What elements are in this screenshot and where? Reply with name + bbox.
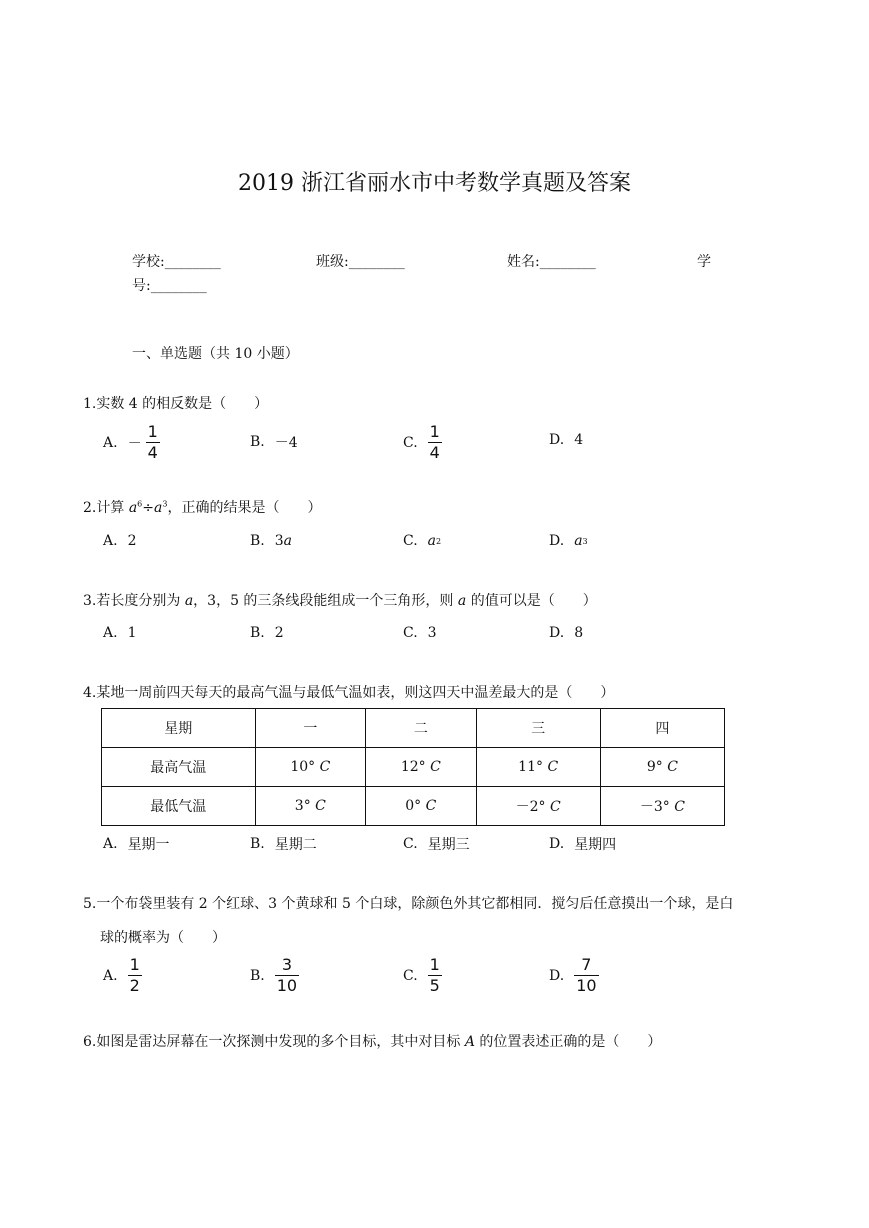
option-label: A. bbox=[103, 967, 118, 984]
option-text: 4 bbox=[574, 432, 584, 448]
question-2-option-b bbox=[250, 533, 292, 549]
question-5-option-c bbox=[403, 957, 442, 994]
denominator: 4 bbox=[429, 443, 440, 462]
temperature-value: 12° bbox=[400, 759, 426, 775]
table-row bbox=[102, 748, 725, 787]
fraction bbox=[128, 957, 142, 994]
option-text: 2 bbox=[274, 625, 284, 641]
table-cell bbox=[366, 787, 476, 826]
option-label: C. bbox=[403, 434, 418, 451]
unit: C bbox=[315, 798, 326, 814]
option-label: B. bbox=[250, 967, 265, 984]
variable: a bbox=[574, 533, 583, 549]
fraction bbox=[146, 424, 160, 461]
temperature-value: －3° bbox=[639, 799, 670, 815]
page-title: 2019 浙江省丽水市中考数学真题及答案 bbox=[238, 171, 631, 196]
question-3-option-d bbox=[549, 625, 583, 641]
exponent: 3 bbox=[582, 536, 588, 546]
option-label: A. bbox=[103, 533, 118, 549]
option-label: C. bbox=[403, 967, 418, 984]
question-4-option-b bbox=[250, 834, 317, 854]
option-label: B. bbox=[250, 434, 265, 450]
option-text: 星期三 bbox=[427, 837, 470, 853]
variable: a bbox=[128, 500, 138, 516]
exponent: 6 bbox=[137, 499, 143, 509]
temperature-value: 11° bbox=[518, 759, 543, 775]
question-2-option-c bbox=[403, 533, 441, 549]
stem-suffix: 的值可以是（ ） bbox=[466, 593, 597, 609]
school-field: 学校:________ bbox=[132, 254, 221, 270]
denominator: 10 bbox=[276, 976, 298, 995]
table-cell bbox=[255, 787, 365, 826]
question-3-option-c bbox=[403, 625, 437, 641]
option-label: B. bbox=[250, 625, 265, 641]
variable: a bbox=[283, 533, 293, 549]
option-label: C. bbox=[403, 533, 418, 549]
option-label: D. bbox=[549, 967, 565, 984]
table-cell bbox=[476, 748, 600, 787]
temperature-table bbox=[101, 708, 725, 826]
question-4-option-a bbox=[103, 834, 170, 854]
number-field-part1: 学 bbox=[697, 254, 711, 270]
fraction bbox=[428, 424, 442, 461]
numerator: 3 bbox=[281, 955, 293, 974]
stem-prefix: 3.若长度分别为 bbox=[83, 593, 185, 609]
name-field: 姓名:________ bbox=[507, 254, 596, 270]
option-label: C. bbox=[403, 625, 418, 641]
denominator: 2 bbox=[129, 976, 140, 995]
stem-prefix: 6.如图是雷达屏幕在一次探测中发现的多个目标，其中对目标 bbox=[83, 1034, 465, 1050]
table-cell bbox=[476, 787, 600, 826]
row-label: 最高气温 bbox=[102, 748, 256, 787]
option-text: 星期二 bbox=[274, 837, 317, 853]
option-label: B. bbox=[250, 533, 265, 549]
question-2-option-a bbox=[103, 533, 136, 549]
option-label: A. bbox=[103, 434, 118, 451]
option-text: 星期一 bbox=[127, 837, 170, 853]
option-label: D. bbox=[549, 533, 565, 549]
question-2-stem bbox=[83, 497, 321, 517]
numerator: 1 bbox=[429, 955, 440, 974]
question-1-option-d bbox=[549, 432, 583, 448]
question-3-stem bbox=[83, 590, 597, 610]
question-4-option-d bbox=[549, 834, 616, 854]
option-text: 1 bbox=[127, 625, 137, 641]
table-cell bbox=[366, 748, 476, 787]
fraction bbox=[275, 957, 299, 994]
option-text: 2 bbox=[127, 533, 137, 549]
option-label: C. bbox=[403, 836, 418, 852]
temperature-value: 9° bbox=[646, 759, 663, 775]
variable: a bbox=[184, 593, 194, 609]
question-5-option-d bbox=[549, 957, 599, 994]
table-header-row bbox=[102, 709, 725, 748]
option-text: －4 bbox=[274, 435, 298, 451]
coefficient: 3 bbox=[274, 533, 284, 549]
fraction bbox=[428, 957, 442, 994]
numerator: 1 bbox=[429, 422, 440, 441]
stem-middle: ，3，5 的三条线段能组成一个三角形，则 bbox=[193, 593, 458, 609]
option-label: D. bbox=[549, 836, 565, 852]
question-5-stem-line1: 5.一个布袋里装有 2 个红球、3 个黄球和 5 个白球，除颜色外其它都相同．搅匀后任意摸出一个球，是白 bbox=[83, 896, 734, 912]
denominator: 4 bbox=[147, 443, 158, 462]
option-label: B. bbox=[250, 836, 265, 852]
numerator: 1 bbox=[129, 955, 140, 974]
option-text: 8 bbox=[574, 625, 584, 641]
denominator: 5 bbox=[429, 976, 440, 995]
temperature-value: 3° bbox=[294, 798, 311, 814]
table-cell bbox=[600, 748, 724, 787]
option-label: A. bbox=[103, 836, 118, 852]
variable: A bbox=[464, 1034, 475, 1050]
unit: C bbox=[549, 799, 561, 815]
table-row bbox=[102, 787, 725, 826]
numerator: 1 bbox=[147, 422, 158, 441]
question-1-stem: 1.实数 4 的相反数是（ ） bbox=[83, 396, 269, 412]
table-header-cell: 一 bbox=[255, 709, 365, 748]
variable: a bbox=[457, 593, 467, 609]
option-text: 星期四 bbox=[574, 837, 617, 853]
question-4-stem: 4.某地一周前四天每天的最高气温与最低气温如表，则这四天中温差最大的是（ ） bbox=[83, 685, 615, 701]
option-label: D. bbox=[549, 625, 565, 641]
question-5-option-b bbox=[250, 957, 299, 994]
table-cell bbox=[255, 748, 365, 787]
section-heading: 一、单选题（共 10 小题） bbox=[132, 346, 299, 362]
exponent: 3 bbox=[162, 499, 168, 509]
stem-suffix: ，正确的结果是（ ） bbox=[167, 500, 322, 516]
denominator: 10 bbox=[576, 976, 597, 995]
table-header-cell: 四 bbox=[600, 709, 724, 748]
question-4-option-c bbox=[403, 834, 470, 854]
temperature-value: 10° bbox=[290, 759, 316, 775]
fraction bbox=[574, 957, 598, 994]
exponent: 2 bbox=[436, 536, 442, 546]
unit: C bbox=[425, 798, 437, 814]
class-field: 班级:________ bbox=[316, 254, 405, 270]
unit: C bbox=[674, 799, 685, 815]
number-field-part2: 号:________ bbox=[132, 278, 207, 294]
table-header-cell: 星期 bbox=[102, 709, 256, 748]
question-1-option-c bbox=[403, 424, 442, 461]
question-5-option-a bbox=[103, 957, 142, 994]
stem-prefix: 2.计算 bbox=[83, 500, 129, 516]
question-6-stem bbox=[83, 1031, 661, 1051]
question-3-option-a bbox=[103, 625, 136, 641]
question-5-stem-line2: 球的概率为（ ） bbox=[100, 930, 226, 946]
question-3-option-b bbox=[250, 625, 284, 641]
table-header-cell: 二 bbox=[366, 709, 476, 748]
operator: ÷ bbox=[142, 500, 154, 516]
question-2-option-d bbox=[549, 533, 588, 549]
unit: C bbox=[319, 759, 331, 775]
negative-sign: － bbox=[127, 435, 142, 452]
table-header-cell: 三 bbox=[476, 709, 600, 748]
question-1-option-b bbox=[250, 432, 298, 452]
row-label: 最低气温 bbox=[102, 787, 256, 826]
unit: C bbox=[547, 759, 559, 775]
table-cell bbox=[600, 787, 724, 826]
variable: a bbox=[154, 500, 163, 516]
temperature-value: 0° bbox=[405, 798, 422, 814]
unit: C bbox=[667, 759, 678, 775]
unit: C bbox=[430, 759, 441, 775]
numerator: 7 bbox=[581, 955, 592, 974]
question-1-option-a bbox=[103, 424, 160, 461]
option-label: D. bbox=[549, 432, 565, 448]
variable: a bbox=[427, 533, 437, 549]
temperature-value: －2° bbox=[515, 799, 546, 815]
stem-suffix: 的位置表述正确的是（ ） bbox=[474, 1034, 662, 1050]
option-label: A. bbox=[103, 625, 118, 641]
option-text: 3 bbox=[427, 625, 437, 641]
